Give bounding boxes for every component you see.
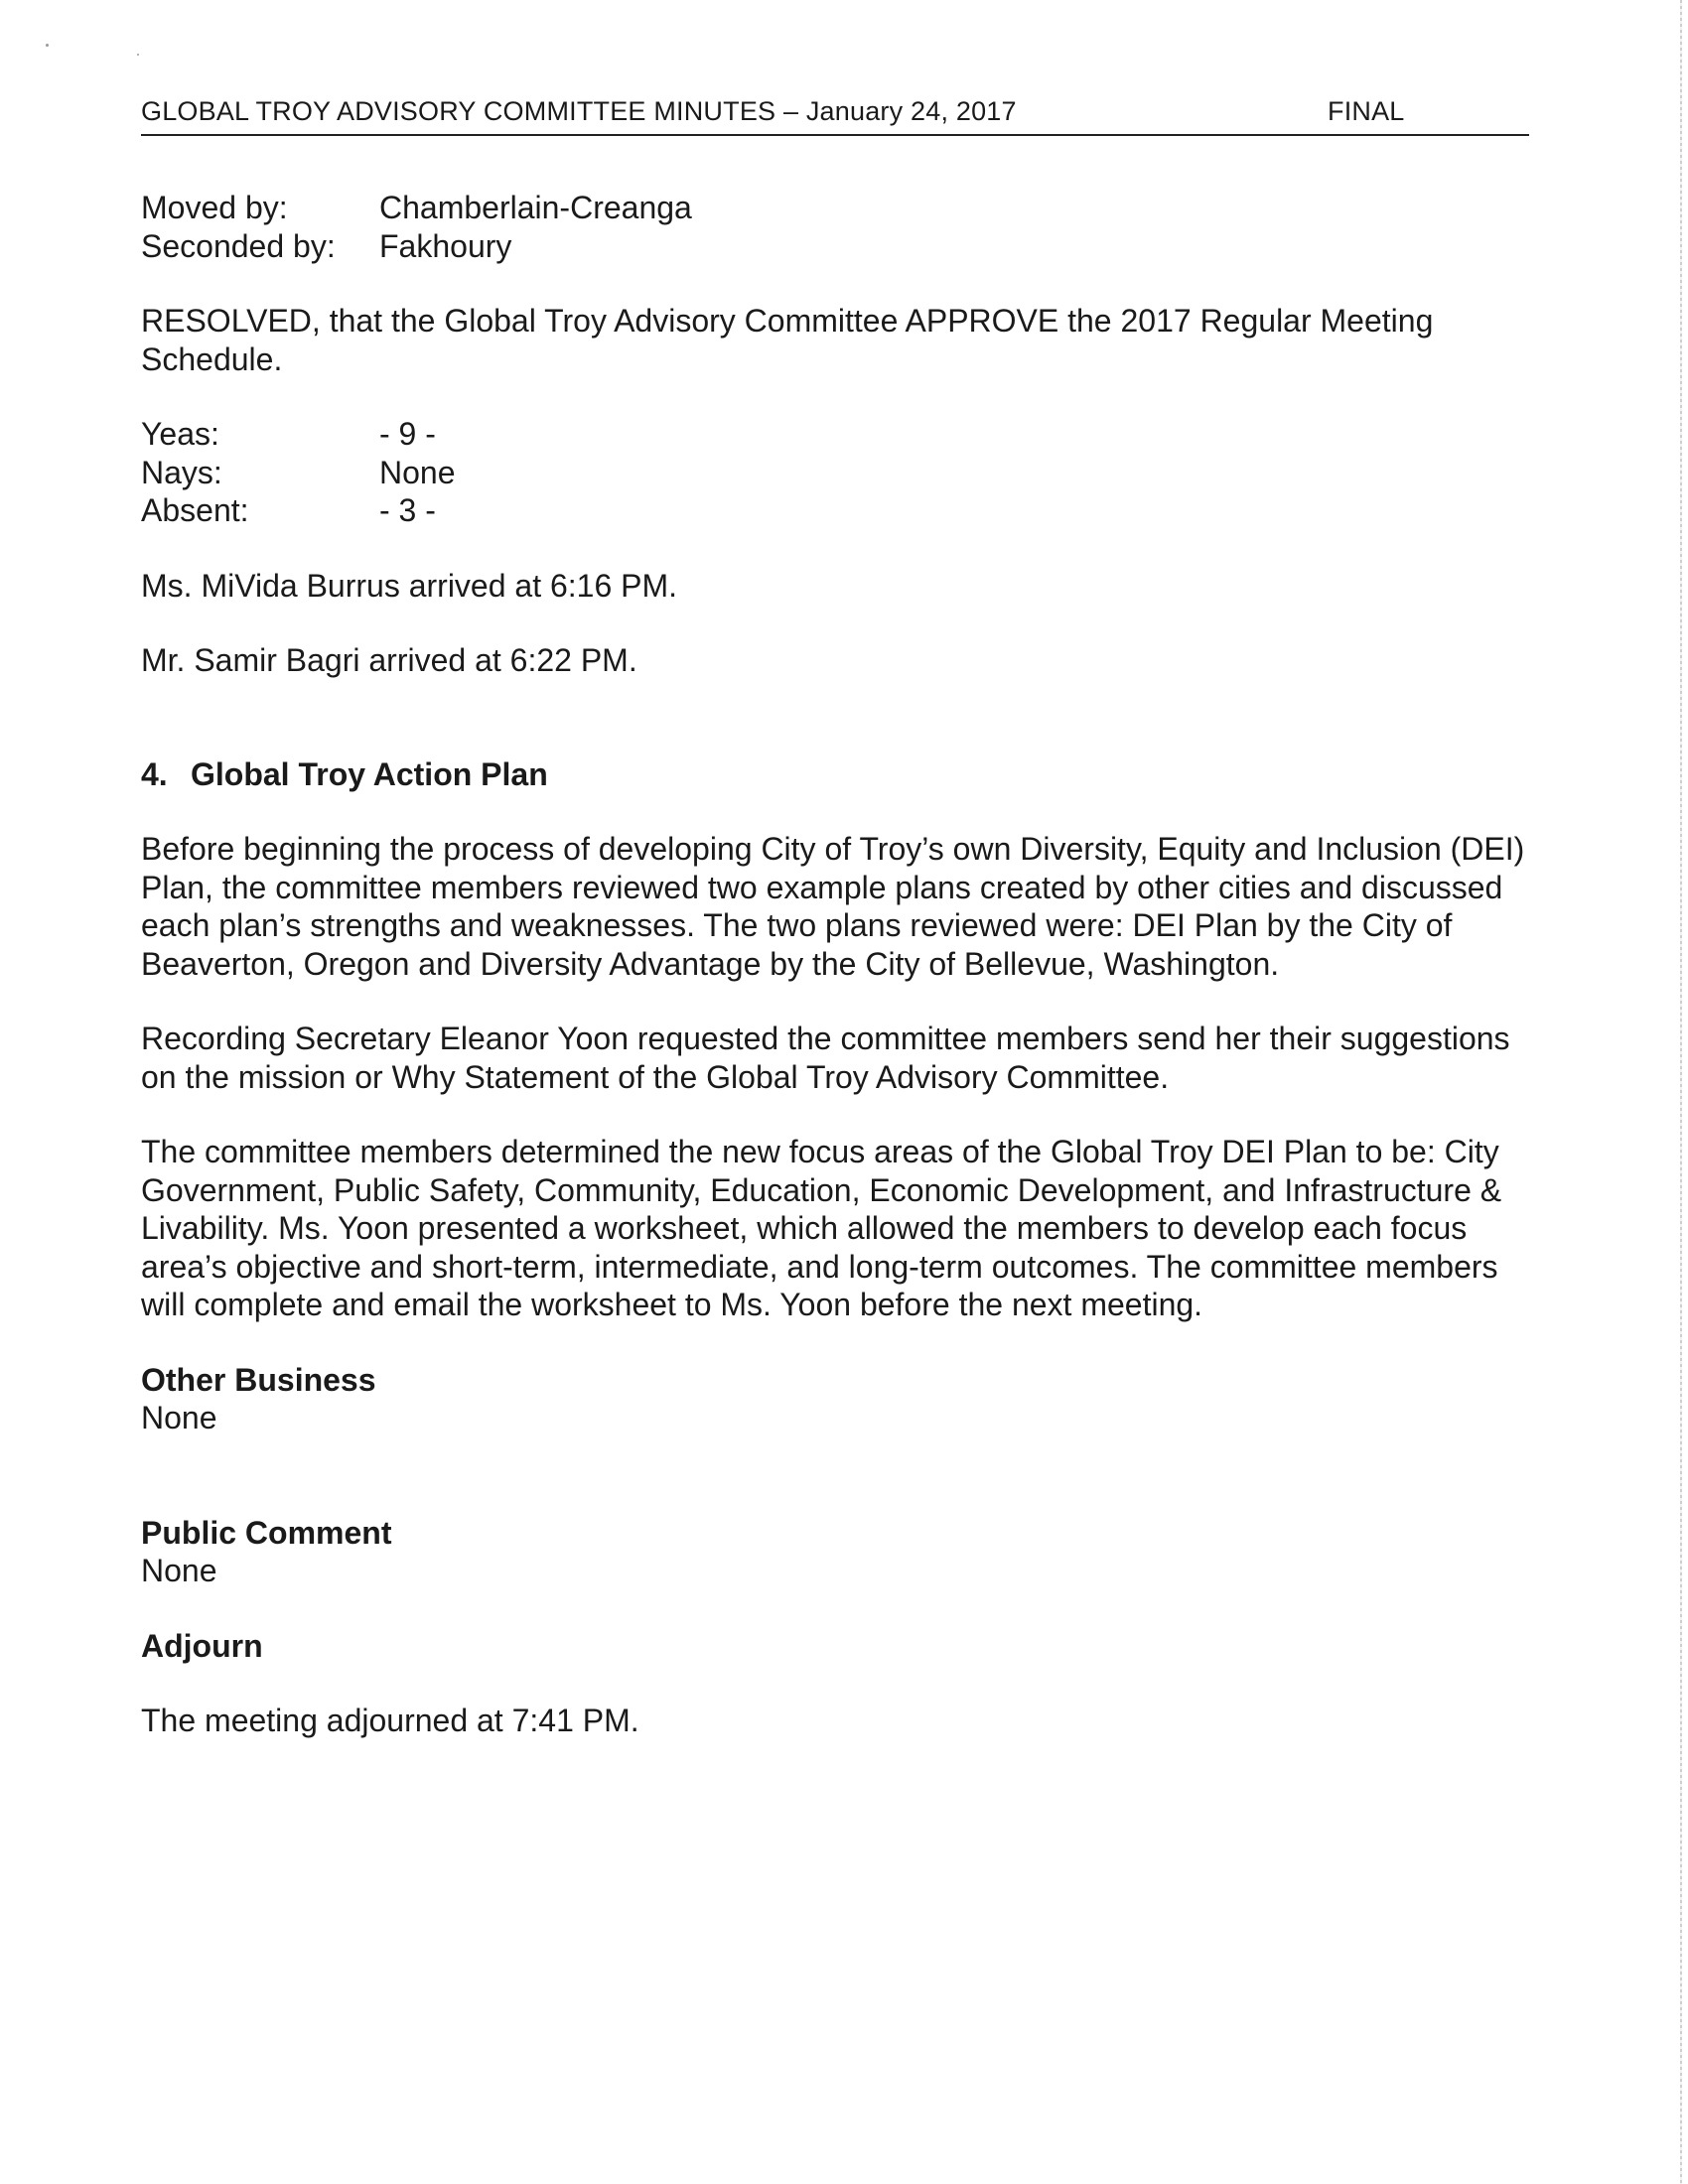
nays-value: None — [379, 454, 456, 490]
yeas-label: Yeas: — [141, 416, 219, 452]
arrival-note: Ms. MiVida Burrus arrived at 6:16 PM. — [141, 567, 678, 604]
adjourn-heading: Adjourn — [141, 1627, 263, 1664]
public-comment-text: None — [141, 1553, 217, 1588]
other-business-heading: Other Business — [141, 1361, 376, 1398]
other-business-text: None — [141, 1400, 217, 1435]
minutes-body — [141, 189, 1531, 1740]
seconded-by-value: Fakhoury — [379, 227, 512, 264]
absent-row — [141, 491, 1531, 530]
absent-label: Absent: — [141, 492, 249, 528]
scan-speck — [137, 54, 139, 56]
scan-edge — [1680, 0, 1682, 2184]
nays-label: Nays: — [141, 454, 222, 490]
seconded-by-row — [141, 227, 1531, 266]
header-status: FINAL — [1328, 96, 1405, 126]
yeas-row — [141, 415, 1531, 454]
absent-value: - 3 - — [379, 492, 436, 528]
resolution-text: RESOLVED, that the Global Troy Advisory Committee APPROVE the 2017 Regular Meeting Schedule. — [141, 303, 1434, 377]
moved-by-value: Chamberlain-Creanga — [379, 190, 692, 225]
section-paragraph: The committee members determined the new focus areas of the Global Troy DEI Plan to be: City Government, Public Safety, Community, Education, Economic Development, and Infrastructure & Livability. Ms. Yoon presented a worksheet, which allowed the members to develop each focus area’s objective and short-term, intermediate, and long-term outcomes. The committee members will complete and email the worksheet to Ms. Yoon before the next meeting. — [141, 1134, 1502, 1322]
public-comment-heading: Public Comment — [141, 1514, 392, 1551]
section-paragraph: Before beginning the process of developing City of Troy’s own Diversity, Equity and Inclusion (DEI) Plan, the committee members reviewed two example plans created by other cities and discussed each plan’s strengths and weaknesses. The two plans reviewed were: DEI Plan by the City of Beaverton, Oregon and Diversity Advantage by the City of Bellevue, Washington. — [141, 831, 1525, 982]
section-title: Global Troy Action Plan — [191, 755, 548, 792]
moved-by-row — [141, 189, 1531, 227]
moved-by-label: Moved by: — [141, 190, 288, 225]
nays-row — [141, 454, 1531, 492]
arrival-note: Mr. Samir Bagri arrived at 6:22 PM. — [141, 642, 637, 678]
section-heading — [141, 755, 1531, 794]
section-number: 4. — [141, 755, 168, 792]
seconded-by-label: Seconded by: — [141, 227, 336, 264]
section-paragraph: Recording Secretary Eleanor Yoon requested the committee members send her their suggestions on the mission or Why Statement of the Global Troy Advisory Committee. — [141, 1021, 1510, 1095]
adjourn-text: The meeting adjourned at 7:41 PM. — [141, 1703, 639, 1738]
page-header — [141, 94, 1529, 136]
yeas-value: - 9 - — [379, 416, 436, 452]
scan-speck — [46, 44, 49, 47]
header-title: GLOBAL TROY ADVISORY COMMITTEE MINUTES – January 24, 2017 — [141, 96, 1017, 126]
